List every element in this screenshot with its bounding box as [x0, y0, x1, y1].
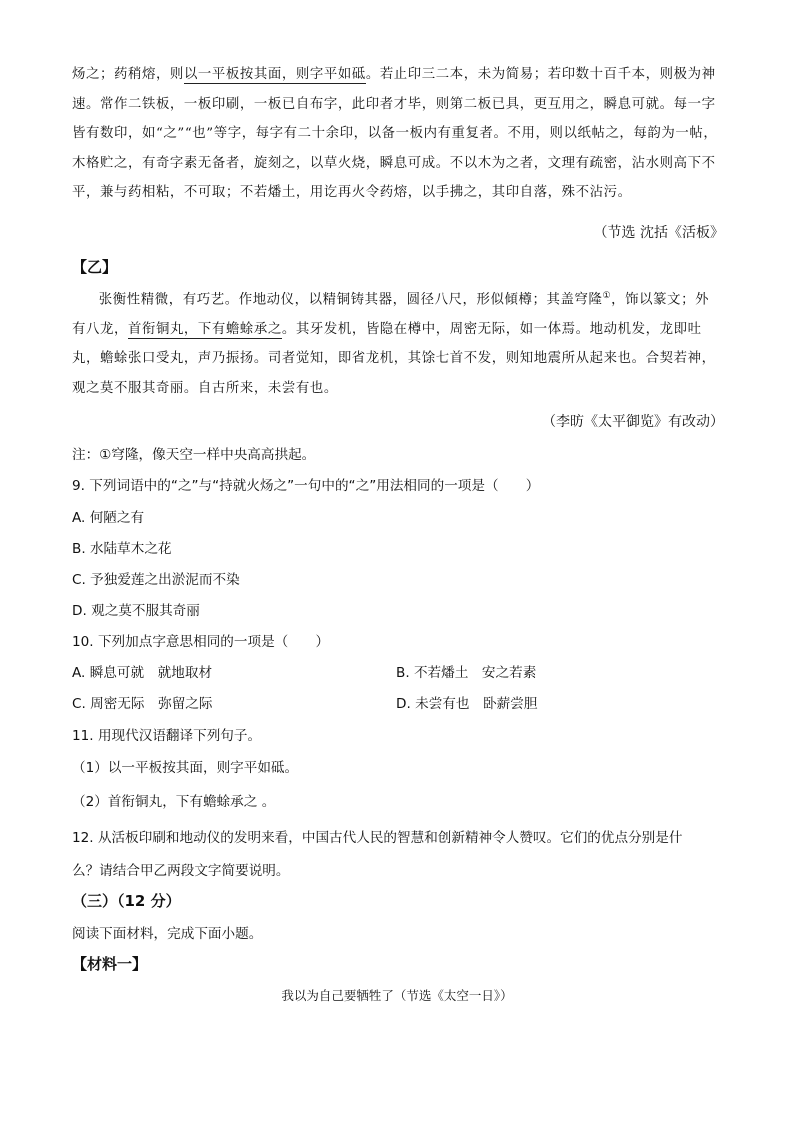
passage-jia-text-a: 炀之；药稍熔，则: [72, 67, 184, 82]
passage-jia: [72, 60, 722, 208]
question-12-line-1: 12. 从活板印刷和地动仪的发明来看，中国古代人民的智慧和创新精神令人赞叹。它们的优点分别是什: [72, 830, 683, 846]
question-10-option-d: D. 未尝有也 卧薪尝胆: [396, 696, 538, 712]
question-12-line-2: 么？请结合甲乙两段文字简要说明。: [72, 863, 290, 879]
passage-yi-text-c: 。其牙发机，皆隐在樽中，周密无际，如一体焉。地动机发，龙即吐丸，蟾蜍张口受丸，声乃振扬。司者觉知，即省龙机，其馀七首不发，则知地震所从起来也。合契若神，观之莫不服其奇丽。自古所来，未尝有也。: [72, 321, 716, 396]
question-9-option-b: B. 水陆草木之花: [72, 541, 172, 557]
passage-yi-text-a: 张衡性精微，有巧艺。作地动仪，以精铜铸其器，圆径八尺，形似傾樽；其盖穹隆: [98, 292, 603, 308]
source-jia: （节选 沈括《活板》: [593, 225, 724, 241]
material-1-label: 【材料一】: [72, 955, 148, 973]
question-10-stem: 10. 下列加点字意思相同的一项是（ ）: [72, 634, 330, 650]
question-11-sentence-1: （1）以一平板按其面，则字平如砥。: [72, 760, 299, 776]
question-9-option-d: D. 观之莫不服其奇丽: [72, 603, 200, 619]
passage-jia-text-b: 。若止印三二本，未为简易；若印数十百千本，则极为神速。常作二铁板，一板印刷，一板已自布字，此印者才毕，则第二板已具，更互用之，瞬息可就。每一字皆有数印，如“之”“也”等字，每字有二十余印，以备一板内有重复者。不用，则以纸帖之，每韵为一帖，木格贮之，有奇字素无备者，旋刻之，以草火烧，瞬息可成。不以木为之者，文理有疏密，沾水则高下不平，兼与药相粘，不可取；不若燔土，用讫再火令药熔，以手拂之，其印自落，殊不沾污。: [72, 67, 718, 200]
section-3-heading: （三）（12 分）: [72, 892, 181, 910]
material-1-title: 我以为自己要牺牲了（节选《太空一日》）: [281, 988, 513, 1003]
passage-jia-underlined: 以一平板按其面，则字平如砥: [183, 67, 366, 82]
question-10-option-c: C. 周密无际 弥留之际: [72, 696, 213, 712]
footnote-mark: ①: [602, 291, 612, 301]
question-10-option-a: A. 瞬息可就 就地取材: [72, 665, 213, 681]
reading-instruction: 阅读下面材料，完成下面小题。: [72, 926, 263, 942]
passage-yi-underlined: 首衔铜丸，下有蟾蜍承之: [127, 321, 282, 337]
passage-yi-text-b: ，饰以篆文；外有八龙，: [72, 292, 710, 337]
footnote: 注：①穹隆，像天空一样中央高高拱起。: [72, 447, 316, 463]
passage-yi-paragraph: [72, 282, 722, 403]
question-9-option-c: C. 予独爱莲之出淤泥而不染: [72, 572, 240, 588]
question-11-sentence-2: （2）首衔铜丸，下有蟾蜍承之 。: [72, 794, 276, 810]
question-9-stem: 9. 下列词语中的“之”与“持就火炀之”一句中的“之”用法相同的一项是（ ）: [72, 478, 540, 494]
question-11-stem: 11. 用现代汉语翻译下列句子。: [72, 728, 262, 744]
section-yi-label: 【乙】: [72, 258, 118, 276]
source-yi: （李昉《太平御览》有改动）: [542, 414, 724, 430]
question-9-option-a: A. 何陋之有: [72, 510, 145, 526]
passage-yi: [72, 282, 722, 403]
question-10-option-b: B. 不若燔土 安之若素: [396, 665, 537, 681]
